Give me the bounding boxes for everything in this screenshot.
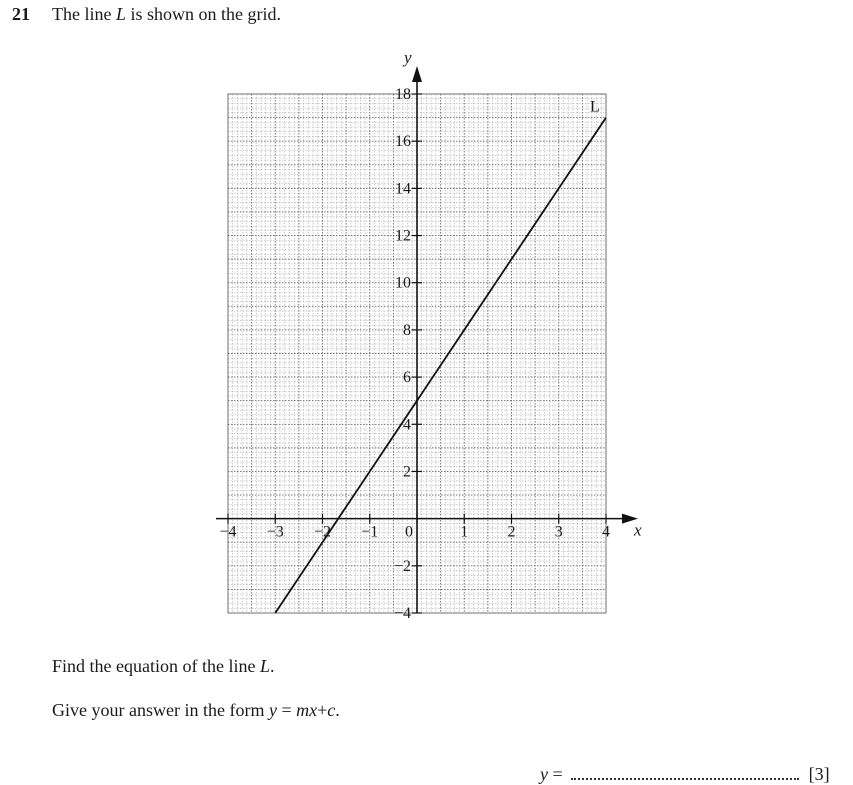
question-text-end: is shown on the grid. bbox=[126, 4, 281, 24]
question-line-name: L bbox=[115, 4, 126, 24]
answer-label-equals: = bbox=[548, 764, 563, 784]
x-tick-label: 2 bbox=[507, 523, 516, 541]
x-tick-label: 0 bbox=[405, 523, 413, 541]
y-tick-label: 6 bbox=[403, 369, 411, 387]
question-number: 21 bbox=[12, 4, 30, 24]
x-axis-label: x bbox=[634, 520, 642, 540]
instruction-find-text: Find the equation of the line bbox=[52, 656, 260, 676]
answer-field[interactable] bbox=[571, 764, 799, 780]
y-tick-label: 16 bbox=[395, 133, 411, 151]
y-axis-label: y bbox=[404, 48, 412, 67]
x-tick-label: 1 bbox=[460, 523, 469, 541]
instruction-answer-form bbox=[52, 700, 340, 721]
x-tick-label: −1 bbox=[361, 523, 379, 541]
y-axis-arrow bbox=[412, 66, 422, 82]
instruction-form-text: Give your answer in the form bbox=[52, 700, 269, 720]
form-c: c bbox=[327, 700, 336, 720]
y-tick-label: 12 bbox=[395, 227, 411, 245]
y-tick-label: −2 bbox=[393, 557, 411, 575]
x-tick-label: −3 bbox=[266, 523, 284, 541]
x-tick-label: −2 bbox=[313, 523, 332, 541]
marks-badge: [3] bbox=[808, 764, 830, 784]
y-tick-label: 14 bbox=[395, 180, 411, 198]
x-tick-label: 4 bbox=[602, 523, 610, 541]
form-plus: + bbox=[317, 700, 328, 720]
y-tick-label: 8 bbox=[403, 321, 411, 339]
y-tick-label: 10 bbox=[395, 274, 411, 292]
form-mx: mx bbox=[296, 700, 318, 720]
form-y: y bbox=[268, 700, 277, 720]
form-equals: = bbox=[276, 700, 297, 720]
instruction-period: . bbox=[269, 656, 275, 676]
line-L-label: L bbox=[590, 98, 600, 116]
answer-line bbox=[540, 764, 830, 785]
x-tick-label: −4 bbox=[219, 523, 237, 541]
answer-label-y: y bbox=[540, 764, 548, 784]
y-tick-label: −4 bbox=[393, 605, 411, 622]
y-tick-label: 2 bbox=[403, 463, 411, 481]
x-tick-label: 3 bbox=[554, 523, 563, 541]
question-text-start: The line bbox=[52, 4, 116, 24]
y-tick-label: 4 bbox=[403, 416, 411, 434]
y-tick-label: 18 bbox=[395, 86, 411, 103]
form-period: . bbox=[335, 700, 340, 720]
instruction-find-equation bbox=[52, 656, 274, 677]
instruction-line-name: L bbox=[259, 656, 270, 676]
